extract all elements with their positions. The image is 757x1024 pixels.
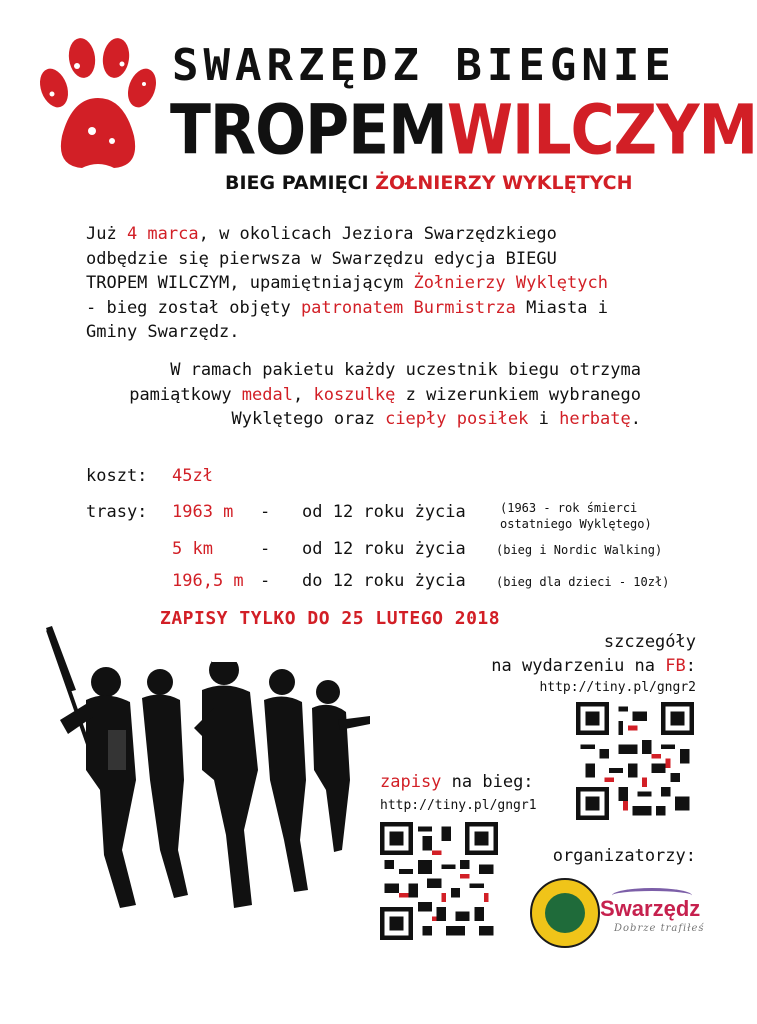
- title-line2: [170, 90, 757, 171]
- intro-t7: Miasta i Gminy Swarzędz.: [86, 297, 608, 342]
- package-t1: W ramach pakietu każdy uczestnik biegu otrzyma pamiątkowy: [129, 360, 641, 405]
- runners-illustration: [38, 620, 374, 920]
- intro-paragraph: [86, 222, 626, 345]
- details-colon: :: [685, 656, 696, 676]
- route-age: do 12 roku życia: [302, 571, 466, 591]
- qr-code-icon[interactable]: [380, 822, 498, 940]
- details-label: szczegóły: [603, 632, 696, 652]
- signup-deadline: ZAPISY TYLKO DO 25 LUTEGO 2018: [160, 608, 501, 629]
- subtitle-part1: BIEG PAMIĘCI: [225, 172, 376, 194]
- route-distance: 5 km: [172, 539, 213, 559]
- signup-url-link[interactable]: http://tiny.pl/gngr1: [380, 798, 537, 813]
- title-wilczym: WILCZYM: [446, 90, 757, 171]
- organizers-label: organizatorzy:: [552, 846, 696, 866]
- route-dash: -: [260, 571, 271, 591]
- subtitle-part2: ŻOŁNIERZY WYKLĘTYCH: [375, 172, 633, 194]
- route-dash: -: [260, 539, 271, 559]
- title-tropem: TROPEM: [170, 90, 447, 171]
- package-herbata: herbatę: [559, 409, 631, 429]
- route-note: (bieg dla dzieci - 10zł): [496, 575, 670, 589]
- intro-t1: Już: [86, 224, 127, 244]
- package-t3: ,: [292, 384, 314, 405]
- details-fb-text: na wydarzeniu na: [491, 656, 666, 676]
- route-distance: 196,5 m: [172, 571, 244, 591]
- package-posilek: ciepły posiłek: [385, 409, 529, 429]
- intro-patronat: patronatem Burmistrza: [300, 297, 516, 318]
- intro-t3: , w okolicach Jeziora Swarzędzkiego odbędzie się pierwsza w Swarzędzu edycja BIEGU TROPEM WILCZYM, upamiętniającym: [86, 224, 557, 293]
- scout-logo-inner: [545, 893, 585, 933]
- details-url-link[interactable]: http://tiny.pl/gngr2: [539, 680, 696, 695]
- package-koszulka: koszulkę: [313, 384, 396, 405]
- details-fb: FB: [665, 656, 686, 676]
- route-age: od 12 roku życia: [302, 502, 466, 522]
- package-t9: .: [630, 409, 641, 429]
- cost-value: 45zł: [172, 466, 213, 486]
- package-paragraph: [86, 358, 641, 432]
- intro-zolnierzy: Żołnierzy Wyklętych: [413, 273, 608, 293]
- wolf-paw-icon: [32, 36, 162, 186]
- swarzedz-logo-tagline: Dobrze trafiłeś: [614, 923, 705, 934]
- cost-label: koszt:: [86, 466, 148, 486]
- package-medal: medal: [241, 384, 293, 405]
- route-age: od 12 roku życia: [302, 539, 466, 559]
- swarzedz-logo-text: Swarzędz: [600, 896, 701, 921]
- package-t7: i: [528, 409, 560, 429]
- title-line1: SWARZĘDZ BIEGNIE: [172, 40, 676, 91]
- event-subtitle: [225, 172, 633, 194]
- intro-t5: - bieg został objęty: [86, 297, 301, 318]
- details-fb-line: [491, 656, 696, 676]
- signup-label: [380, 772, 534, 792]
- route-note: (1963 - rok śmierci ostatniego Wyklętego): [500, 501, 652, 531]
- route-note: (bieg i Nordic Walking): [496, 543, 663, 557]
- qr-code-icon[interactable]: [576, 702, 694, 820]
- signup-zapisy: zapisy: [380, 772, 442, 792]
- signup-label-rest: na bieg:: [441, 772, 534, 792]
- intro-date: 4 marca: [126, 224, 199, 244]
- route-distance: 1963 m: [172, 502, 234, 522]
- package-t5: z wizerunkiem wybranego Wyklętego oraz: [231, 384, 641, 429]
- route-dash: -: [260, 502, 271, 522]
- scout-logo-icon: [530, 878, 600, 948]
- routes-label: trasy:: [86, 502, 148, 522]
